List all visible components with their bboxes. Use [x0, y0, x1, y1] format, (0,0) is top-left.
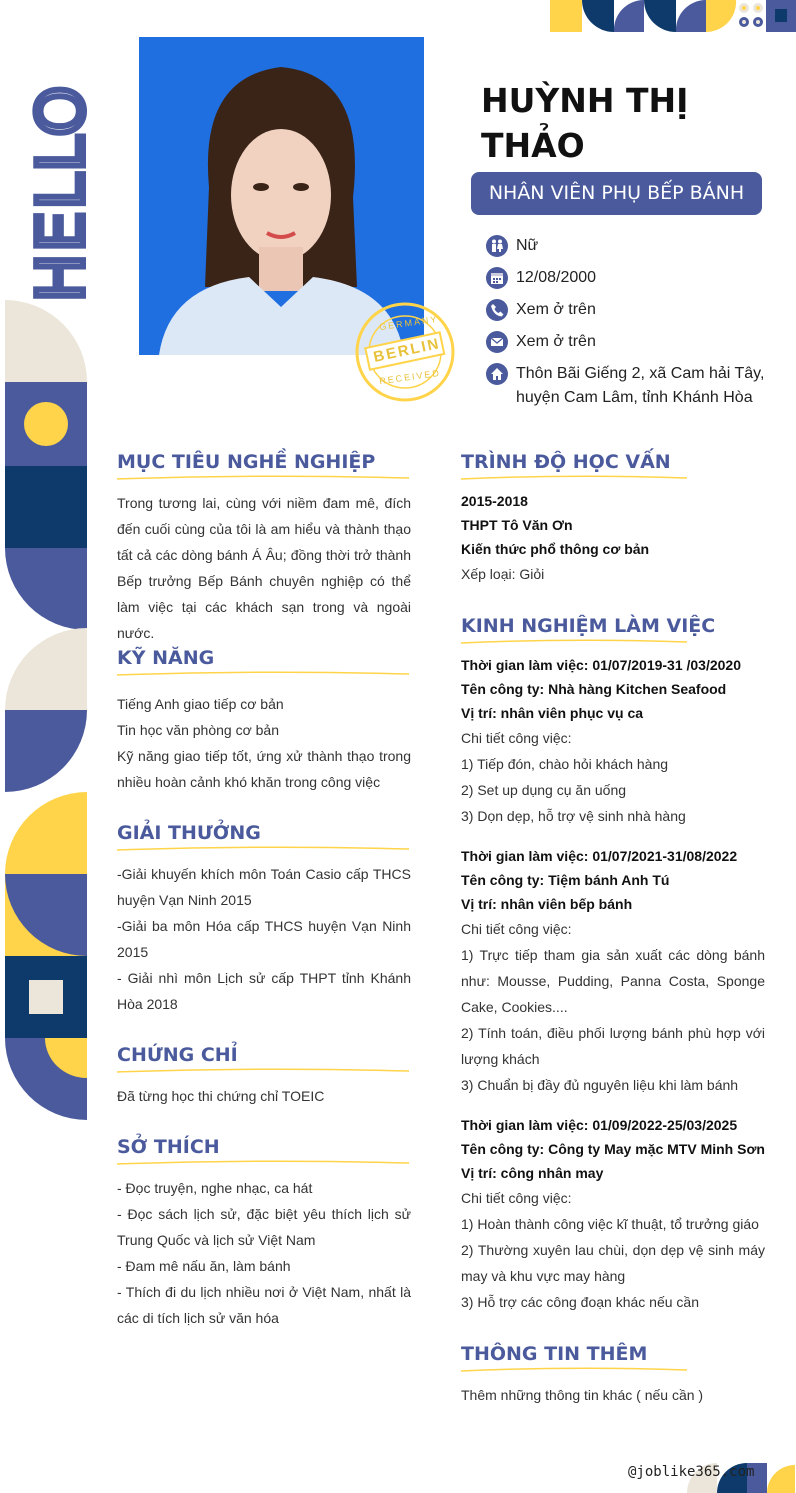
skill-item: Tin học văn phòng cơ bản [117, 722, 279, 738]
top-decoration [548, 0, 796, 32]
awards-title: GIẢI THƯỞNG [117, 822, 261, 844]
experience-underline [461, 639, 687, 645]
job-position: Vị trí: nhân viên bếp bánh [461, 896, 633, 912]
contact-phone [486, 298, 776, 322]
job-details-label: Chi tiết công việc: [461, 1190, 572, 1206]
birthday-text: 12/08/2000 [516, 269, 597, 286]
job-position: Vị trí: công nhân may [461, 1165, 604, 1181]
job-details-label: Chi tiết công việc: [461, 730, 572, 746]
extra-info-text: Thêm những thông tin khác ( nếu cần ) [461, 1387, 704, 1403]
hobby-item: - Thích đi du lịch nhiều nơi ở Việt Nam, nhất là các di tích lịch sử văn hóa [117, 1284, 411, 1326]
extra-info-underline [461, 1367, 687, 1373]
objective-text: Trong tương lai, cùng với niềm đam mê, đích đến cuối cùng của tôi là am hiểu và thành thạo tất cả các dòng bánh Á Âu; đồng thời trở thành Bếp trưởng Bếp Bánh chuyên nghiệp có thể làm việc tại các khách sạn trong và ngoài nước. [117, 495, 411, 641]
stamp-bottom-text: RECEIVED [378, 367, 442, 387]
awards-list [117, 861, 411, 1017]
certificates-underline [117, 1068, 409, 1074]
education-underline [461, 475, 687, 481]
job-detail: 3) Chuẩn bị đầy đủ nguyên liệu khi làm bánh [461, 1077, 739, 1093]
education-years: 2015-2018 [461, 493, 528, 509]
hobby-item: - Đọc sách lịch sử, đặc biệt yêu thích lịch sử Trung Quốc và lịch sử Việt Nam [117, 1206, 411, 1248]
job-position: Vị trí: nhân viên phục vụ ca [461, 705, 644, 721]
gender-icon [486, 235, 508, 257]
education-grade: Xếp loại: Giỏi [461, 566, 545, 582]
calendar-icon [486, 267, 508, 289]
job-title-badge: NHÂN VIÊN PHỤ BẾP BÁNH [471, 172, 762, 215]
address-text: Thôn Bãi Giếng 2, xã Cam hải Tây, huyện Cam Lâm, tỉnh Khánh Hòa [516, 365, 765, 406]
contact-email [486, 330, 776, 354]
job-detail: 1) Trực tiếp tham gia sản xuất các dòng bánh như: Mousse, Pudding, Panna Costa, Sponge Cake, Cookies.... [461, 947, 765, 1015]
certificates-text: Đã từng học thi chứng chỉ TOEIC [117, 1088, 325, 1104]
home-icon [486, 363, 508, 385]
contact-gender [486, 234, 776, 258]
job-detail: 2) Tính toán, điều phối lượng bánh phù hợp với lượng khách [461, 1025, 765, 1067]
job-entry [461, 844, 765, 1098]
job-entry [461, 1113, 765, 1315]
job-company: Tên công ty: Công ty May mặc MTV Minh Sơn [461, 1141, 765, 1157]
job-period: Thời gian làm việc: 01/07/2019-31 /03/2020 [461, 657, 742, 673]
stamp-top-text: GERMANY [378, 313, 439, 333]
email-icon [486, 331, 508, 353]
job-company: Tên công ty: Nhà hàng Kitchen Seafood [461, 681, 727, 697]
skill-item: Kỹ năng giao tiếp tốt, ứng xử thành thạo trong nhiều hoàn cảnh khó khăn trong công việc [117, 748, 411, 790]
award-item: - Giải nhì môn Lịch sử cấp THPT tỉnh Khánh Hòa 2018 [117, 970, 411, 1012]
hobby-item: - Đam mê nấu ăn, làm bánh [117, 1258, 291, 1274]
contact-birthday [486, 266, 776, 290]
education-school: THPT Tô Văn Ơn [461, 517, 573, 533]
job-period: Thời gian làm việc: 01/09/2022-25/03/2025 [461, 1117, 738, 1133]
awards-underline [117, 846, 409, 852]
hobbies-list [117, 1175, 411, 1331]
objective-underline [117, 475, 409, 481]
hobbies-underline [117, 1160, 409, 1166]
extra-info-title: THÔNG TIN THÊM [461, 1343, 648, 1365]
phone-icon [486, 299, 508, 321]
job-period: Thời gian làm việc: 01/07/2021-31/08/2022 [461, 848, 738, 864]
berlin-stamp [353, 300, 457, 404]
education-title: TRÌNH ĐỘ HỌC VẤN [461, 451, 671, 473]
job-detail: 3) Hỗ trợ các công đoạn khác nếu cần [461, 1294, 699, 1310]
contact-address [486, 362, 776, 410]
skills-list [117, 691, 411, 795]
experience-title: KINH NGHIỆM LÀM VIỆC [461, 615, 716, 637]
job-detail: 1) Hoàn thành công việc kĩ thuật, tổ trưởng giáo [461, 1216, 759, 1232]
gender-text: Nữ [516, 237, 539, 254]
skill-item: Tiếng Anh giao tiếp cơ bản [117, 696, 284, 712]
stamp-middle-text: BERLIN [371, 335, 442, 366]
hobby-item: - Đọc truyện, nghe nhạc, ca hát [117, 1180, 313, 1196]
job-detail: 3) Dọn dẹp, hỗ trợ vệ sinh nhà hàng [461, 808, 686, 824]
education-program: Kiến thức phổ thông cơ bản [461, 541, 650, 557]
education-block [461, 489, 765, 587]
job-entry [461, 653, 765, 829]
job-detail: 2) Thường xuyên lau chùi, dọn dẹp vệ sinh máy may và khu vực may hàng [461, 1242, 765, 1284]
hello-side-text: HELLO [25, 84, 99, 302]
candidate-name: HUỲNH THỊ THẢO [481, 81, 689, 165]
award-item: -Giải ba môn Hóa cấp THCS huyện Vạn Ninh 2015 [117, 918, 411, 960]
phone-text: Xem ở trên [516, 301, 596, 318]
objective-title: MỤC TIÊU NGHỀ NGHIỆP [117, 451, 376, 473]
job-company: Tên công ty: Tiệm bánh Anh Tú [461, 872, 670, 888]
certificates-title: CHỨNG CHỈ [117, 1044, 238, 1066]
job-detail: 1) Tiếp đón, chào hỏi khách hàng [461, 756, 669, 772]
footer-watermark: @joblike365.com [628, 1464, 755, 1480]
skills-title: KỸ NĂNG [117, 647, 215, 669]
email-text: Xem ở trên [516, 333, 596, 350]
left-decoration [5, 300, 87, 1120]
award-item: -Giải khuyến khích môn Toán Casio cấp THCS huyện Vạn Ninh 2015 [117, 866, 411, 908]
skills-underline [117, 671, 409, 677]
job-detail: 2) Set up dụng cụ ăn uống [461, 782, 627, 798]
job-details-label: Chi tiết công việc: [461, 921, 572, 937]
hobbies-title: SỞ THÍCH [117, 1136, 220, 1158]
